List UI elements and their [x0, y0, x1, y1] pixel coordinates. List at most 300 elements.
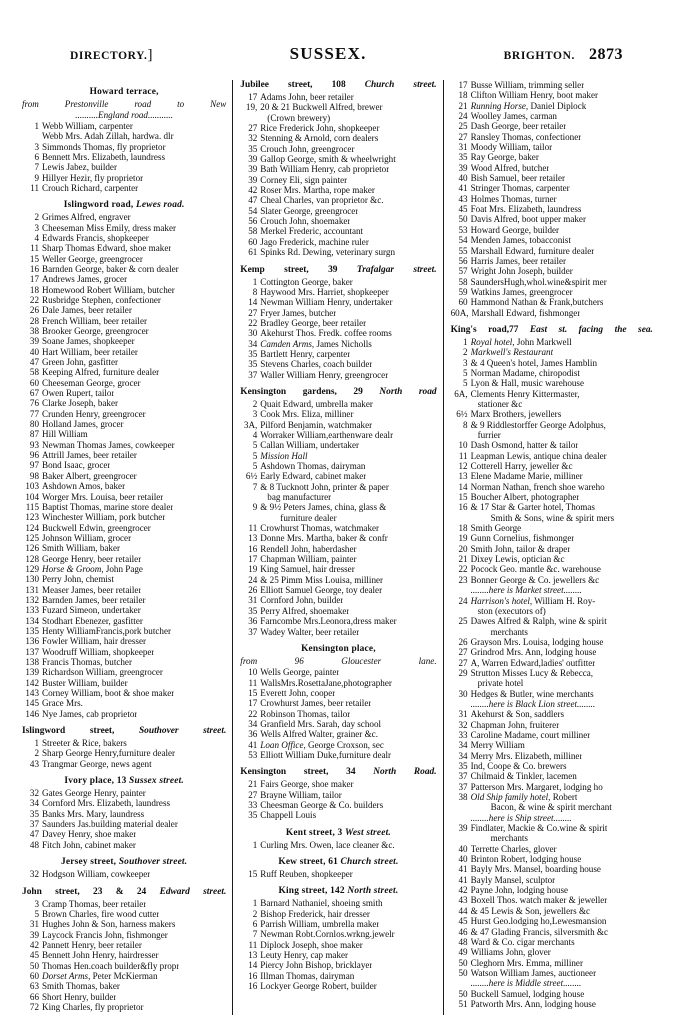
entry-number: 11 [30, 243, 39, 254]
street-heading [22, 776, 226, 787]
column-3 [443, 80, 653, 1015]
directory-entry [451, 194, 653, 204]
directory-entry [240, 409, 436, 419]
entry-text: Fowler William, hair dresser [42, 636, 147, 647]
entry-text: Sharp Thomas Edward, shoe maker [42, 243, 172, 254]
directory-entry [22, 316, 226, 326]
directory-entry [240, 154, 436, 164]
entry-text: Patworth Mrs. Ann, lodging house [470, 998, 596, 1009]
entry-number: 139 [25, 667, 39, 678]
entry-text: Findlater, Mackie & Co.wine & spirit [470, 823, 608, 834]
entry-text: Dixey Lewis, optician &c [470, 554, 565, 565]
directory-entry [451, 277, 653, 287]
entry-text: Laycock Francis John, fishmonger [42, 929, 168, 940]
entry-number: 6 [252, 919, 258, 930]
street-heading-name: Kent street, 3 [285, 827, 343, 838]
entry-number: 35 [248, 348, 258, 359]
directory-entry [451, 523, 653, 533]
entry-number: 4 [34, 232, 39, 243]
entry-number: 31 [458, 142, 468, 153]
entry-number: 2 [34, 212, 39, 223]
directory-entry [240, 349, 436, 359]
entry-text: Stevens Charles, coach builder [260, 359, 373, 370]
entry-text: Strutton Misses Lucy & Rebecca, [470, 667, 594, 678]
entry-text: Measer James, beer retailer [42, 584, 142, 595]
entry-number: 6A, [454, 388, 468, 399]
cross-street-note-text: ........here is Market street........ [470, 585, 582, 596]
directory-entry [22, 212, 226, 222]
entry-text: Newman William Henry, undertaker [260, 297, 393, 308]
entry-number: 50 [458, 967, 468, 978]
street-heading [22, 726, 226, 737]
street-heading [240, 80, 436, 91]
street-heading-subtitle: from 96 Gloucester lane. [240, 655, 437, 666]
entry-text: Stenning & Arnold, corn dealers [260, 133, 379, 144]
entry-number: 96 [29, 450, 39, 461]
entry-number: 10 [248, 667, 258, 678]
entry-text: Boucher Albert, photographer [470, 492, 580, 503]
directory-entry [22, 388, 226, 398]
directory-entry [240, 544, 436, 554]
directory-entry [22, 971, 226, 981]
directory-entry [22, 585, 226, 595]
directory-entry [22, 121, 226, 131]
entry-text: Early Edward, cabinet maker [260, 471, 367, 482]
cross-street-note-text: ........here is Black Lion street........ [470, 698, 596, 709]
entry-text: Harris James, beer retailer [470, 255, 567, 266]
directory-entry [451, 802, 653, 812]
entry-number: 77 [29, 408, 39, 419]
entry-number: 80 [29, 419, 39, 430]
directory-entry [240, 575, 436, 585]
directory-entry [22, 305, 226, 315]
column-container [22, 80, 653, 1015]
directory-entry [240, 513, 436, 523]
directory-entry [451, 989, 653, 999]
entry-italic-name: Harrison's hotel [470, 595, 530, 606]
entry-number: 34 [29, 798, 39, 809]
directory-entry [451, 297, 653, 307]
directory-entry [451, 163, 653, 173]
directory-entry [22, 347, 226, 357]
directory-entry [22, 688, 226, 698]
entry-text: Foat Mrs. Elizabeth, laundress [470, 204, 582, 215]
entry-text: Bayly Mrs. Mansel, boarding house [470, 864, 601, 875]
entry-text: & 9 Riddlestorffer George Adolphus, [470, 419, 606, 430]
entry-text: Haywood Mrs. Harriet, shopkeeper [260, 286, 389, 297]
street-heading-name: Kew street, 61 [278, 857, 338, 868]
entry-text: Crouch Richard, carpenter [42, 182, 139, 193]
entry-text: Corney Eli, sign painter [260, 174, 348, 185]
entry-number: 3 [463, 357, 468, 368]
directory-entry [451, 937, 653, 947]
entry-number: 57 [458, 266, 468, 277]
street-heading [240, 644, 436, 655]
directory-entry [22, 678, 226, 688]
directory-entry [451, 533, 653, 543]
directory-entry [22, 554, 226, 564]
entry-number: 35 [458, 761, 468, 771]
entry-number: 56 [458, 255, 468, 266]
entry-number: 145 [25, 698, 39, 709]
entry-text: Leuty Henry, cap maker [260, 950, 349, 961]
entry-number: 17 [458, 80, 468, 90]
entry-number: 31 [458, 709, 468, 720]
entry-number: 2 [252, 908, 258, 919]
entry-number: 66 [29, 991, 39, 1002]
entry-number: 2 [252, 398, 258, 409]
entry-number: 35 [29, 808, 39, 819]
entry-text: & 47 Glading Francis, silversmith &c [470, 926, 608, 937]
directory-entry [451, 183, 653, 193]
directory-entry [22, 909, 226, 919]
directory-entry [240, 950, 436, 960]
directory-entry [22, 326, 226, 336]
entry-text: Keeping Alfred, furniture dealer [42, 367, 160, 378]
entry-text: Andrews James, grocer [42, 274, 128, 285]
entry-text: Davey Henry, shoe maker [42, 829, 137, 840]
entry-text: Lewis Jabez, builder [42, 162, 117, 173]
directory-entry [240, 399, 436, 409]
directory-entry [240, 226, 436, 236]
entry-number: 6 [34, 151, 39, 162]
directory-entry [22, 152, 226, 162]
entry-text: Pilford Benjamin, watchmaker [260, 419, 373, 430]
street-heading [240, 886, 436, 897]
entry-text: Moody William, tailor [470, 142, 553, 153]
directory-entry [451, 678, 653, 688]
entry-text: Buster William, builder [42, 677, 128, 688]
entry-number: 56 [248, 216, 258, 227]
column-2 [232, 80, 442, 1015]
directory-entry [240, 779, 436, 789]
entry-number: 2 [34, 748, 39, 759]
entry-text: Green John, gasfitter [42, 357, 119, 368]
directory-entry [451, 225, 653, 235]
entry-text: King Charles, fly proprietor [42, 1001, 144, 1012]
entry-text: King Samuel, hair dresser [260, 564, 355, 575]
entry-text: George Henry, beer retailer [42, 553, 142, 564]
directory-entry [240, 216, 436, 226]
directory-entry [240, 940, 436, 950]
entry-number: 137 [25, 646, 39, 657]
entry-text: Diplock Joseph, shoe maker [260, 939, 363, 950]
directory-entry [240, 667, 436, 677]
entry-number: 37 [248, 369, 258, 380]
entry-number: 49 [458, 947, 468, 958]
street-heading-crossref: East st. facing the sea. [529, 324, 653, 335]
entry-number: 19 [458, 533, 468, 544]
entry-text: stationer &c [477, 398, 523, 409]
entry-number: 98 [29, 470, 39, 481]
entry-text: Attrill James, beer retailer [42, 450, 137, 461]
directory-entry [240, 247, 436, 257]
entry-text: Dawes Alfred & Ralph, wine & spirit [470, 616, 607, 627]
entry-text: Banks Mrs. Mary, laundress [42, 808, 145, 819]
directory-entry [240, 287, 436, 297]
entry-number: 5 [252, 450, 258, 461]
entry-number: 45 [458, 204, 468, 215]
entry-text: Brooker George, greengrocer [42, 326, 149, 336]
directory-entry [451, 101, 653, 111]
directory-entry [22, 523, 226, 533]
entry-number: 5 [252, 461, 258, 471]
entry-text: Grimes Alfred, engraver [42, 212, 131, 223]
entry-number: 60A, [450, 307, 469, 318]
street-heading-crossref: Edward street. [159, 886, 227, 897]
directory-entry [451, 173, 653, 183]
directory-entry [451, 730, 653, 740]
entry-text: Cheal Charles, van proprietor &c. [260, 195, 384, 206]
entry-text: Illman Thomas, dairyman [260, 970, 355, 981]
entry-number: 9 [252, 502, 258, 513]
directory-entry [22, 657, 226, 667]
entry-number: 7 [252, 929, 258, 940]
entry-text: Brown Charles, fire wood cutter [42, 908, 160, 919]
entry-text: Hammond Nathan & Frank,butchers [470, 297, 604, 308]
entry-number: 3 [34, 898, 39, 909]
entry-text: Buckwell Edwin, greengrocer [42, 522, 151, 533]
cross-street-note [451, 813, 653, 823]
entry-number: 11 [248, 939, 258, 950]
directory-entry [22, 512, 226, 522]
entry-text: Royal hotel, John Markwell [470, 336, 572, 347]
entry-text: Newman Robt.Cornlos.wrkng.jewelr [260, 929, 395, 940]
entry-text: Gunn Cornelius, fishmonger [470, 533, 575, 544]
entry-number: 42 [248, 185, 258, 196]
entry-number: 5 [463, 367, 468, 378]
directory-entry [240, 678, 436, 688]
entry-text: Clements Henry Kittermaster, [470, 388, 580, 399]
entry-number: 19 [248, 564, 258, 575]
entry-number: 41 [458, 874, 468, 885]
directory-entry [240, 595, 436, 605]
directory-entry [451, 420, 653, 430]
entry-text: Camden Arms, James Nicholls [260, 338, 372, 349]
entry-number: 3 [34, 141, 39, 152]
entry-text: Elliott William Duke,furniture dealr [260, 750, 392, 760]
entry-text: Weller George, greengrocer [42, 253, 143, 264]
entry-text: Dash George, beer retailer [470, 121, 567, 132]
entry-number: 67 [29, 388, 39, 399]
directory-entry [240, 840, 436, 850]
entry-number: 27 [458, 131, 468, 142]
directory-entry [451, 606, 653, 616]
directory-entry [22, 471, 226, 481]
directory-entry [240, 960, 436, 970]
street-heading-crossref: Sussex street. [129, 776, 184, 787]
entry-text: Howard George, builder [470, 224, 560, 235]
entry-number: 21 [248, 779, 258, 790]
street-heading-subtitle: from Prestonville road to New [22, 99, 227, 109]
entry-text: Webb William, carpenter [42, 120, 133, 131]
entry-number: 38 [29, 326, 39, 336]
entry-text: Woolley James, carman [470, 111, 557, 122]
entry-text: Newman Thomas James, cowkeeper [42, 439, 175, 450]
entry-number: 11 [248, 677, 258, 688]
entry-text: Harrison's hotel, William H. Roy- [470, 595, 596, 606]
entry-number: 13 [248, 533, 258, 544]
directory-entry [451, 906, 653, 916]
directory-entry [240, 810, 436, 820]
entry-text: Crowhurst James, beer retailer [260, 698, 372, 709]
entry-text: Winchester William, pork butcher [42, 512, 166, 523]
street-heading-crossref: West street. [344, 827, 391, 838]
entry-text: Grayson Mrs. Louisa, lodging house [470, 636, 604, 647]
entry-text: Stringer Thomas, carpenter [470, 183, 570, 194]
entry-number: 136 [25, 636, 39, 647]
entry-number: 60 [458, 297, 468, 308]
entry-text: Cleghorn Mrs. Emma, milliner [470, 957, 583, 968]
entry-number: 11 [458, 450, 468, 461]
street-heading [240, 767, 436, 778]
entry-text: Bish Samuel, beer retailer [470, 173, 566, 184]
directory-entry [451, 823, 653, 833]
directory-entry [240, 359, 436, 369]
entry-text: Patterson Mrs. Margaret, lodging ho [470, 781, 603, 792]
entry-text: Cornford John, builder [260, 595, 344, 606]
entry-text: Norman Nathan, french shoe wareho [470, 481, 605, 492]
entry-text: Elliott Samuel George, toy dealer [260, 585, 383, 596]
entry-text: Holmes Thomas, turner [470, 193, 557, 204]
entry-text: Webb Mrs. Adah Zillah, hardwa. dlr [42, 131, 174, 142]
entry-text: private hotel [477, 678, 524, 689]
entry-number: 45 [29, 950, 39, 961]
directory-entry [22, 243, 226, 253]
directory-entry [240, 318, 436, 328]
entry-number: 40 [458, 854, 468, 865]
directory-entry [22, 759, 226, 769]
directory-entry [451, 596, 653, 606]
directory-entry [240, 698, 436, 708]
entry-number: 60 [248, 236, 258, 247]
entry-number: 26 [458, 636, 468, 647]
entry-text: Chilmaid & Tinkler, lacemen [470, 771, 577, 782]
directory-entry [22, 869, 226, 879]
entry-number: 39 [458, 162, 468, 173]
entry-number: 24 [458, 111, 468, 122]
street-heading-name: Kensington gardens, 29 [240, 386, 363, 397]
entry-text: Chappell Louis [260, 810, 317, 821]
entry-text: Crouch John, shoemaker [260, 216, 351, 227]
directory-entry [240, 981, 436, 991]
entry-number: 124 [25, 522, 39, 533]
entry-text: Cheeseman Miss Emily, dress maker [42, 222, 177, 233]
entry-text: Dorset Arms, Peter McKierman [42, 970, 158, 981]
directory-entry [451, 246, 653, 256]
directory-entry [240, 627, 436, 637]
entry-number: 30 [458, 688, 468, 699]
entry-text: Bond Isaac, grocer [42, 460, 111, 471]
entry-number: 138 [25, 657, 39, 667]
entry-number: 72 [29, 1001, 39, 1012]
entry-text: Worger Mrs. Louisa, beer retailer [42, 491, 164, 502]
directory-entry [240, 909, 436, 919]
entry-number: 22 [248, 708, 258, 719]
directory-entry [451, 461, 653, 471]
directory-entry [451, 999, 653, 1009]
entry-text: Bennett John Henry, hairdresser [42, 950, 159, 961]
entry-text [260, 451, 307, 461]
entry-text: Horse & Groom, John Page [42, 563, 143, 574]
entry-text: Grindrod Mrs. Ann, lodging house [470, 647, 597, 658]
directory-entry [22, 819, 226, 829]
entry-number: 31 [29, 919, 39, 930]
street-heading [240, 265, 436, 276]
directory-entry [22, 409, 226, 419]
directory-entry [451, 266, 653, 276]
directory-entry [451, 389, 653, 399]
directory-entry [451, 132, 653, 142]
entry-text: Hillyer Hezir, fly proprietor [42, 172, 144, 183]
entry-number: 25 [458, 121, 468, 132]
street-heading-crossref: Church street. [340, 857, 399, 868]
entry-number: 97 [29, 460, 39, 471]
entry-text: Terrette Charles, glover [470, 843, 557, 854]
directory-entry [240, 451, 436, 461]
directory-entry [22, 336, 226, 346]
entry-number: 123 [25, 512, 39, 523]
directory-entry [22, 981, 226, 991]
directory-entry [240, 328, 436, 338]
entry-text: Rendell John, haberdasher [260, 543, 357, 554]
entry-text: Wells George, painter [260, 667, 340, 678]
directory-entry [451, 689, 653, 699]
entry-text: Smith & Sons, wine & spirit mers [490, 512, 615, 523]
entry-number: 54 [248, 205, 258, 216]
entry-number: 27 [248, 123, 258, 134]
directory-entry [22, 429, 226, 439]
entry-text: Rice Frederick John, shopkeeper [260, 123, 380, 134]
directory-entry [451, 927, 653, 937]
entry-number: 40 [458, 173, 468, 184]
entry-text: Boxell Thos. watch maker & jeweller [470, 895, 608, 906]
entry-text: Callan William, undertaker [260, 440, 360, 451]
entry-text: & 45 Lewis & Son, jewellers &c [470, 905, 591, 916]
entry-text: Ashdown Thomas, dairyman [260, 461, 366, 471]
directory-entry [22, 295, 226, 305]
directory-entry [451, 751, 653, 761]
entry-number: 33 [248, 800, 258, 811]
entry-text: & 8 Tucknott John, printer & paper [260, 481, 389, 492]
street-heading-crossref: North Road. [373, 767, 437, 778]
entry-text: Owen Rupert, tailor [42, 388, 115, 399]
entry-number: 39 [29, 929, 39, 940]
entry-number: 16 [29, 263, 39, 274]
entry-italic-name: Royal hotel [470, 336, 513, 347]
entry-text: Clarke Joseph, baker [42, 398, 119, 409]
street-heading-name: Ivory place, 13 [64, 776, 127, 787]
page-number: 2873 [588, 46, 623, 63]
entry-number: 39 [248, 164, 258, 175]
entry-italic-name: Markwell's Restaurant [470, 347, 554, 358]
entry-number: 16 [248, 543, 258, 554]
directory-entry [240, 277, 436, 287]
street-heading-crossref: Trafalgar street. [356, 264, 437, 275]
entry-number: 59 [458, 286, 468, 297]
entry-number: 3A, [243, 419, 258, 430]
directory-entry [451, 287, 653, 297]
entry-number: 1 [34, 120, 39, 131]
entry-number: 14 [458, 481, 468, 492]
entry-text: Smith John, tailor & draper [470, 543, 571, 554]
directory-entry [22, 460, 226, 470]
entry-text: Hedges & Butler, wine merchants [470, 688, 594, 699]
running-head-bracket: ] [147, 47, 153, 63]
entry-number: 16 [248, 970, 258, 981]
entry-number: 58 [458, 276, 468, 287]
entry-number: 129 [25, 563, 39, 574]
